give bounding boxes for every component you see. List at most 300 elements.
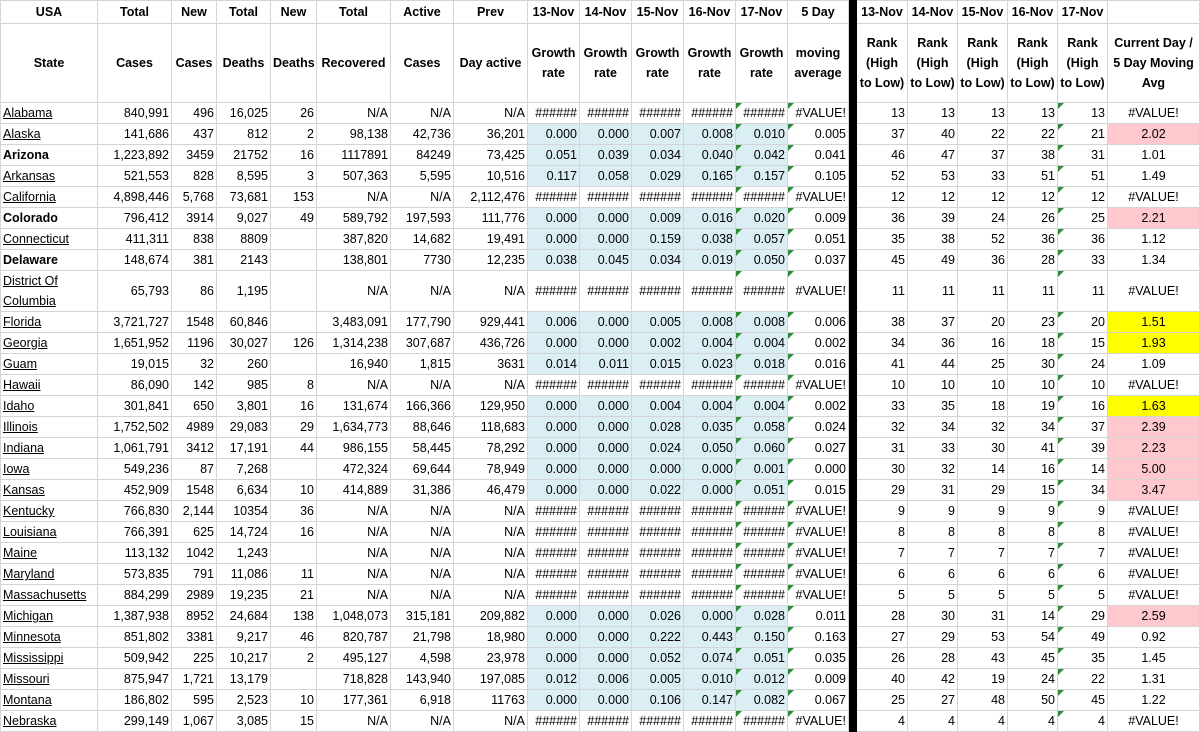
data-cell[interactable]: 0.000 <box>528 627 580 648</box>
data-cell[interactable]: 9,027 <box>217 208 271 229</box>
data-cell[interactable]: #VALUE! <box>1108 585 1200 606</box>
data-cell[interactable]: 9 <box>1058 501 1108 522</box>
data-cell[interactable]: 7 <box>958 543 1008 564</box>
data-cell[interactable]: 9 <box>1008 501 1058 522</box>
data-cell[interactable]: 828 <box>172 166 217 187</box>
data-cell[interactable]: 13 <box>1058 103 1108 124</box>
data-cell[interactable]: ###### <box>736 103 788 124</box>
data-cell[interactable]: 8 <box>857 522 908 543</box>
data-cell[interactable]: 0.000 <box>684 459 736 480</box>
data-cell[interactable]: 0.000 <box>528 648 580 669</box>
data-cell[interactable]: 0.060 <box>736 438 788 459</box>
data-cell[interactable]: 126 <box>271 333 317 354</box>
data-cell[interactable]: N/A <box>454 103 528 124</box>
data-cell[interactable]: 0.058 <box>580 166 632 187</box>
data-cell[interactable]: 0.010 <box>736 124 788 145</box>
state-cell[interactable] <box>1 312 98 333</box>
data-cell[interactable]: 186,802 <box>98 690 172 711</box>
data-cell[interactable]: 307,687 <box>391 333 454 354</box>
data-cell[interactable]: ###### <box>632 711 684 732</box>
data-cell[interactable]: 3914 <box>172 208 217 229</box>
data-cell[interactable]: 0.004 <box>736 333 788 354</box>
data-cell[interactable]: ###### <box>528 501 580 522</box>
data-cell[interactable]: ###### <box>684 271 736 312</box>
data-cell[interactable]: 12 <box>1008 187 1058 208</box>
data-cell[interactable]: 0.000 <box>580 333 632 354</box>
data-cell[interactable]: 0.005 <box>788 124 849 145</box>
data-cell[interactable]: 30 <box>857 459 908 480</box>
data-cell[interactable]: 718,828 <box>317 669 391 690</box>
data-cell[interactable]: 14 <box>1058 459 1108 480</box>
data-cell[interactable]: N/A <box>454 564 528 585</box>
data-cell[interactable]: 142 <box>172 375 217 396</box>
header-cell[interactable]: Growth rate <box>580 24 632 103</box>
data-cell[interactable]: 225 <box>172 648 217 669</box>
data-cell[interactable]: 60,846 <box>217 312 271 333</box>
data-cell[interactable]: 1.63 <box>1108 396 1200 417</box>
data-cell[interactable]: 0.011 <box>788 606 849 627</box>
data-cell[interactable]: ###### <box>684 711 736 732</box>
data-cell[interactable]: 10 <box>857 375 908 396</box>
data-cell[interactable]: 0.018 <box>736 354 788 375</box>
data-cell[interactable]: 1,223,892 <box>98 145 172 166</box>
data-cell[interactable]: 0.159 <box>632 229 684 250</box>
header-cell[interactable]: Active <box>391 1 454 24</box>
data-cell[interactable]: 87 <box>172 459 217 480</box>
data-cell[interactable]: 32 <box>172 354 217 375</box>
data-cell[interactable]: 0.165 <box>684 166 736 187</box>
header-cell[interactable]: 16-Nov <box>684 1 736 24</box>
state-link[interactable]: Nebraska <box>3 714 57 728</box>
data-cell[interactable]: 42 <box>908 669 958 690</box>
data-cell[interactable]: N/A <box>391 375 454 396</box>
data-cell[interactable]: 9 <box>857 501 908 522</box>
data-cell[interactable]: 29 <box>958 480 1008 501</box>
data-cell[interactable]: N/A <box>454 543 528 564</box>
data-cell[interactable]: 0.000 <box>580 124 632 145</box>
state-link[interactable]: Connecticut <box>3 232 70 246</box>
data-cell[interactable]: 10,217 <box>217 648 271 669</box>
header-cell[interactable]: Rank (High to Low) <box>1008 24 1058 103</box>
state-cell[interactable] <box>1 333 98 354</box>
data-cell[interactable]: 0.028 <box>736 606 788 627</box>
data-cell[interactable]: 31,386 <box>391 480 454 501</box>
data-cell[interactable]: 2,144 <box>172 501 217 522</box>
data-cell[interactable]: 0.000 <box>684 606 736 627</box>
data-cell[interactable]: 36 <box>271 501 317 522</box>
data-cell[interactable]: 1.22 <box>1108 690 1200 711</box>
data-cell[interactable]: 32 <box>857 417 908 438</box>
header-cell[interactable]: 14-Nov <box>908 1 958 24</box>
data-cell[interactable]: 299,149 <box>98 711 172 732</box>
data-cell[interactable]: 260 <box>217 354 271 375</box>
header-cell[interactable]: Rank (High to Low) <box>908 24 958 103</box>
data-cell[interactable]: 14 <box>958 459 1008 480</box>
data-cell[interactable]: 25 <box>958 354 1008 375</box>
data-cell[interactable]: 2,112,476 <box>454 187 528 208</box>
data-cell[interactable]: 0.035 <box>684 417 736 438</box>
data-cell[interactable]: 5 <box>1058 585 1108 606</box>
data-cell[interactable]: 1.45 <box>1108 648 1200 669</box>
data-cell[interactable]: ###### <box>580 501 632 522</box>
data-cell[interactable]: 0.023 <box>684 354 736 375</box>
data-cell[interactable]: #VALUE! <box>788 501 849 522</box>
data-cell[interactable]: 16 <box>271 145 317 166</box>
data-cell[interactable]: 41 <box>857 354 908 375</box>
state-link[interactable]: Delaware <box>3 253 58 267</box>
data-cell[interactable]: 766,830 <box>98 501 172 522</box>
data-cell[interactable]: ###### <box>528 375 580 396</box>
data-cell[interactable]: 31 <box>857 438 908 459</box>
data-cell[interactable]: 0.045 <box>580 250 632 271</box>
data-cell[interactable]: 45 <box>1058 690 1108 711</box>
data-cell[interactable]: 35 <box>908 396 958 417</box>
data-cell[interactable]: 78,949 <box>454 459 528 480</box>
data-cell[interactable]: 14 <box>1008 606 1058 627</box>
data-cell[interactable]: 2.21 <box>1108 208 1200 229</box>
state-link[interactable]: Michigan <box>3 609 54 623</box>
header-cell[interactable]: 16-Nov <box>1008 1 1058 24</box>
state-link[interactable]: Guam <box>3 357 38 371</box>
data-cell[interactable]: ###### <box>580 711 632 732</box>
data-cell[interactable]: 0.002 <box>788 333 849 354</box>
data-cell[interactable]: 0.000 <box>580 417 632 438</box>
data-cell[interactable]: 11 <box>1008 271 1058 312</box>
data-cell[interactable]: 20 <box>1058 312 1108 333</box>
data-cell[interactable]: ###### <box>632 522 684 543</box>
data-cell[interactable]: 0.000 <box>528 690 580 711</box>
data-cell[interactable]: 209,882 <box>454 606 528 627</box>
data-cell[interactable]: 0.150 <box>736 627 788 648</box>
data-cell[interactable]: 0.011 <box>580 354 632 375</box>
data-cell[interactable]: 0.008 <box>684 312 736 333</box>
data-cell[interactable]: ###### <box>528 103 580 124</box>
data-cell[interactable]: 26 <box>271 103 317 124</box>
data-cell[interactable]: 0.000 <box>528 333 580 354</box>
data-cell[interactable]: ###### <box>632 375 684 396</box>
data-cell[interactable]: 0.038 <box>684 229 736 250</box>
data-cell[interactable]: 49 <box>1058 627 1108 648</box>
data-cell[interactable]: 21752 <box>217 145 271 166</box>
data-cell[interactable]: 2.59 <box>1108 606 1200 627</box>
data-cell[interactable]: 0.008 <box>736 312 788 333</box>
data-cell[interactable]: 39 <box>908 208 958 229</box>
data-cell[interactable]: 3.47 <box>1108 480 1200 501</box>
header-cell[interactable]: 15-Nov <box>632 1 684 24</box>
header-cell[interactable]: Current Day / 5 Day Moving Avg <box>1108 24 1200 103</box>
data-cell[interactable]: 6,918 <box>391 690 454 711</box>
state-link[interactable]: Maryland <box>3 567 55 581</box>
data-cell[interactable]: N/A <box>391 711 454 732</box>
data-cell[interactable]: 0.019 <box>684 250 736 271</box>
data-cell[interactable]: 0.050 <box>736 250 788 271</box>
data-cell[interactable]: 0.012 <box>528 669 580 690</box>
data-cell[interactable]: 52 <box>958 229 1008 250</box>
data-cell[interactable]: 791 <box>172 564 217 585</box>
data-cell[interactable]: 69,644 <box>391 459 454 480</box>
data-cell[interactable]: #VALUE! <box>788 585 849 606</box>
data-cell[interactable]: 5 <box>908 585 958 606</box>
header-cell[interactable]: 5 Day <box>788 1 849 24</box>
data-cell[interactable]: 0.000 <box>788 459 849 480</box>
data-cell[interactable]: 153 <box>271 187 317 208</box>
data-cell[interactable]: 0.057 <box>736 229 788 250</box>
data-cell[interactable]: 0.005 <box>632 669 684 690</box>
state-link[interactable]: Massachusetts <box>3 588 87 602</box>
data-cell[interactable]: 1,314,238 <box>317 333 391 354</box>
data-cell[interactable]: 10 <box>271 690 317 711</box>
state-cell[interactable] <box>1 648 98 669</box>
data-cell[interactable]: 0.067 <box>788 690 849 711</box>
header-cell[interactable]: Recovered <box>317 24 391 103</box>
data-cell[interactable]: 2,523 <box>217 690 271 711</box>
data-cell[interactable]: 0.038 <box>528 250 580 271</box>
state-cell[interactable] <box>1 187 98 208</box>
data-cell[interactable]: 7 <box>1058 543 1108 564</box>
data-cell[interactable]: 131,674 <box>317 396 391 417</box>
data-cell[interactable]: 41 <box>1008 438 1058 459</box>
data-cell[interactable]: 1.01 <box>1108 145 1200 166</box>
data-cell[interactable]: 0.041 <box>788 145 849 166</box>
data-cell[interactable]: 0.157 <box>736 166 788 187</box>
data-cell[interactable]: 10 <box>271 480 317 501</box>
data-cell[interactable]: 8 <box>1058 522 1108 543</box>
data-cell[interactable]: 1,815 <box>391 354 454 375</box>
data-cell[interactable]: 36 <box>1058 229 1108 250</box>
data-cell[interactable]: 5,595 <box>391 166 454 187</box>
data-cell[interactable]: 197,085 <box>454 669 528 690</box>
data-cell[interactable]: 0.016 <box>684 208 736 229</box>
data-cell[interactable]: ###### <box>684 585 736 606</box>
state-cell[interactable] <box>1 271 98 312</box>
data-cell[interactable]: 31 <box>958 606 1008 627</box>
header-cell[interactable]: Growth rate <box>684 24 736 103</box>
data-cell[interactable]: 34 <box>1058 480 1108 501</box>
data-cell[interactable]: N/A <box>317 543 391 564</box>
data-cell[interactable]: 17,191 <box>217 438 271 459</box>
data-cell[interactable]: 2143 <box>217 250 271 271</box>
data-cell[interactable]: 4 <box>1058 711 1108 732</box>
data-cell[interactable]: 49 <box>908 250 958 271</box>
data-cell[interactable]: 22 <box>1058 669 1108 690</box>
data-cell[interactable]: 1,243 <box>217 543 271 564</box>
data-cell[interactable]: 29 <box>271 417 317 438</box>
data-cell[interactable]: 12 <box>908 187 958 208</box>
data-cell[interactable]: 0.005 <box>632 312 684 333</box>
header-cell[interactable]: Growth rate <box>632 24 684 103</box>
data-cell[interactable]: 18 <box>1008 333 1058 354</box>
data-cell[interactable]: 0.022 <box>632 480 684 501</box>
data-cell[interactable]: 875,947 <box>98 669 172 690</box>
data-cell[interactable]: 472,324 <box>317 459 391 480</box>
data-cell[interactable]: 32 <box>958 417 1008 438</box>
data-cell[interactable]: 24,684 <box>217 606 271 627</box>
data-cell[interactable]: 0.001 <box>736 459 788 480</box>
data-cell[interactable]: 0.007 <box>632 124 684 145</box>
data-cell[interactable]: 30 <box>908 606 958 627</box>
data-cell[interactable]: 28 <box>857 606 908 627</box>
data-cell[interactable]: 46 <box>271 627 317 648</box>
data-cell[interactable]: ###### <box>580 522 632 543</box>
data-cell[interactable]: N/A <box>454 375 528 396</box>
data-cell[interactable]: 34 <box>1008 417 1058 438</box>
data-cell[interactable]: 16 <box>271 396 317 417</box>
data-cell[interactable]: 0.000 <box>528 459 580 480</box>
data-cell[interactable]: 13 <box>908 103 958 124</box>
data-cell[interactable] <box>271 229 317 250</box>
data-cell[interactable]: N/A <box>317 564 391 585</box>
state-cell[interactable] <box>1 124 98 145</box>
data-cell[interactable]: ###### <box>580 543 632 564</box>
data-cell[interactable]: N/A <box>317 187 391 208</box>
data-cell[interactable]: 4 <box>958 711 1008 732</box>
data-cell[interactable]: 0.92 <box>1108 627 1200 648</box>
state-link[interactable]: Arizona <box>3 148 49 162</box>
state-link[interactable]: Arkansas <box>3 169 56 183</box>
data-cell[interactable]: 24 <box>958 208 1008 229</box>
data-cell[interactable]: ###### <box>684 564 736 585</box>
data-cell[interactable]: ###### <box>528 271 580 312</box>
data-cell[interactable]: 0.000 <box>528 208 580 229</box>
data-cell[interactable]: 1.51 <box>1108 312 1200 333</box>
data-cell[interactable]: 8 <box>271 375 317 396</box>
data-cell[interactable]: 46,479 <box>454 480 528 501</box>
state-cell[interactable] <box>1 690 98 711</box>
data-cell[interactable]: 1548 <box>172 480 217 501</box>
data-cell[interactable]: 0.040 <box>684 145 736 166</box>
data-cell[interactable]: 0.009 <box>788 208 849 229</box>
data-cell[interactable]: 36 <box>857 208 908 229</box>
data-cell[interactable]: 42,736 <box>391 124 454 145</box>
state-link[interactable]: Hawaii <box>3 378 41 392</box>
data-cell[interactable]: 7 <box>1008 543 1058 564</box>
data-cell[interactable]: 33 <box>908 438 958 459</box>
data-cell[interactable]: 143,940 <box>391 669 454 690</box>
data-cell[interactable]: 521,553 <box>98 166 172 187</box>
data-cell[interactable]: 32 <box>908 459 958 480</box>
data-cell[interactable]: 9 <box>958 501 1008 522</box>
header-cell[interactable]: Deaths <box>271 24 317 103</box>
data-cell[interactable]: ###### <box>528 564 580 585</box>
data-cell[interactable]: 387,820 <box>317 229 391 250</box>
data-cell[interactable]: ###### <box>632 543 684 564</box>
data-cell[interactable]: ###### <box>528 585 580 606</box>
header-cell[interactable] <box>1108 1 1200 24</box>
data-cell[interactable]: ###### <box>684 543 736 564</box>
data-cell[interactable]: 2.23 <box>1108 438 1200 459</box>
data-cell[interactable]: 9,217 <box>217 627 271 648</box>
data-cell[interactable]: 0.004 <box>684 396 736 417</box>
data-cell[interactable]: 6 <box>1058 564 1108 585</box>
data-cell[interactable]: 11 <box>958 271 1008 312</box>
data-cell[interactable]: 10354 <box>217 501 271 522</box>
header-cell[interactable]: Rank (High to Low) <box>958 24 1008 103</box>
data-cell[interactable]: 7,268 <box>217 459 271 480</box>
data-cell[interactable]: 12 <box>1058 187 1108 208</box>
data-cell[interactable]: ###### <box>528 543 580 564</box>
data-cell[interactable]: ###### <box>736 564 788 585</box>
data-cell[interactable]: 1.34 <box>1108 250 1200 271</box>
data-cell[interactable]: 39 <box>1058 438 1108 459</box>
data-cell[interactable]: 16 <box>271 522 317 543</box>
state-cell[interactable] <box>1 564 98 585</box>
data-cell[interactable]: 1,048,073 <box>317 606 391 627</box>
data-cell[interactable] <box>271 312 317 333</box>
data-cell[interactable]: 3,085 <box>217 711 271 732</box>
data-cell[interactable]: #VALUE! <box>1108 187 1200 208</box>
data-cell[interactable]: 11 <box>271 564 317 585</box>
data-cell[interactable]: ###### <box>632 585 684 606</box>
data-cell[interactable]: 0.029 <box>632 166 684 187</box>
data-cell[interactable]: 51 <box>1008 166 1058 187</box>
data-cell[interactable]: 840,991 <box>98 103 172 124</box>
data-cell[interactable]: 37 <box>908 312 958 333</box>
header-cell[interactable]: Cases <box>172 24 217 103</box>
data-cell[interactable]: 0.000 <box>528 480 580 501</box>
header-cell[interactable]: Growth rate <box>528 24 580 103</box>
data-cell[interactable]: ###### <box>632 103 684 124</box>
data-cell[interactable]: 33 <box>958 166 1008 187</box>
state-cell[interactable] <box>1 438 98 459</box>
data-cell[interactable]: 23,978 <box>454 648 528 669</box>
state-link[interactable]: Maine <box>3 546 38 560</box>
data-cell[interactable]: 1,634,773 <box>317 417 391 438</box>
data-cell[interactable]: 14,682 <box>391 229 454 250</box>
data-cell[interactable]: ###### <box>736 711 788 732</box>
data-cell[interactable]: 929,441 <box>454 312 528 333</box>
data-cell[interactable]: 6 <box>958 564 1008 585</box>
data-cell[interactable]: 452,909 <box>98 480 172 501</box>
data-cell[interactable]: 0.009 <box>632 208 684 229</box>
data-cell[interactable]: 1,752,502 <box>98 417 172 438</box>
data-cell[interactable]: #VALUE! <box>1108 711 1200 732</box>
data-cell[interactable]: 0.117 <box>528 166 580 187</box>
data-cell[interactable]: 0.028 <box>632 417 684 438</box>
data-cell[interactable]: 851,802 <box>98 627 172 648</box>
data-cell[interactable]: #VALUE! <box>788 543 849 564</box>
data-cell[interactable]: 0.000 <box>528 229 580 250</box>
header-cell[interactable]: Total <box>217 1 271 24</box>
data-cell[interactable]: 10 <box>958 375 1008 396</box>
data-cell[interactable]: 0.037 <box>788 250 849 271</box>
data-cell[interactable]: 46 <box>857 145 908 166</box>
data-cell[interactable]: N/A <box>391 585 454 606</box>
data-cell[interactable]: N/A <box>391 187 454 208</box>
data-cell[interactable] <box>271 271 317 312</box>
data-cell[interactable]: 53 <box>958 627 1008 648</box>
data-cell[interactable]: #VALUE! <box>788 522 849 543</box>
data-cell[interactable]: 0.000 <box>528 417 580 438</box>
data-cell[interactable]: ###### <box>736 543 788 564</box>
data-cell[interactable]: 436,726 <box>454 333 528 354</box>
data-cell[interactable]: 0.000 <box>528 124 580 145</box>
data-cell[interactable]: 36 <box>1008 229 1058 250</box>
state-cell[interactable] <box>1 669 98 690</box>
data-cell[interactable]: ###### <box>684 103 736 124</box>
data-cell[interactable]: N/A <box>317 711 391 732</box>
data-cell[interactable]: 37 <box>958 145 1008 166</box>
data-cell[interactable]: 0.000 <box>580 229 632 250</box>
data-cell[interactable]: 0.039 <box>580 145 632 166</box>
header-cell[interactable]: Rank (High to Low) <box>857 24 908 103</box>
data-cell[interactable]: 414,889 <box>317 480 391 501</box>
data-cell[interactable]: 1,651,952 <box>98 333 172 354</box>
data-cell[interactable] <box>271 250 317 271</box>
state-link[interactable]: Missouri <box>3 672 50 686</box>
data-cell[interactable]: 0.082 <box>736 690 788 711</box>
header-cell[interactable]: 15-Nov <box>958 1 1008 24</box>
data-cell[interactable]: 3,721,727 <box>98 312 172 333</box>
